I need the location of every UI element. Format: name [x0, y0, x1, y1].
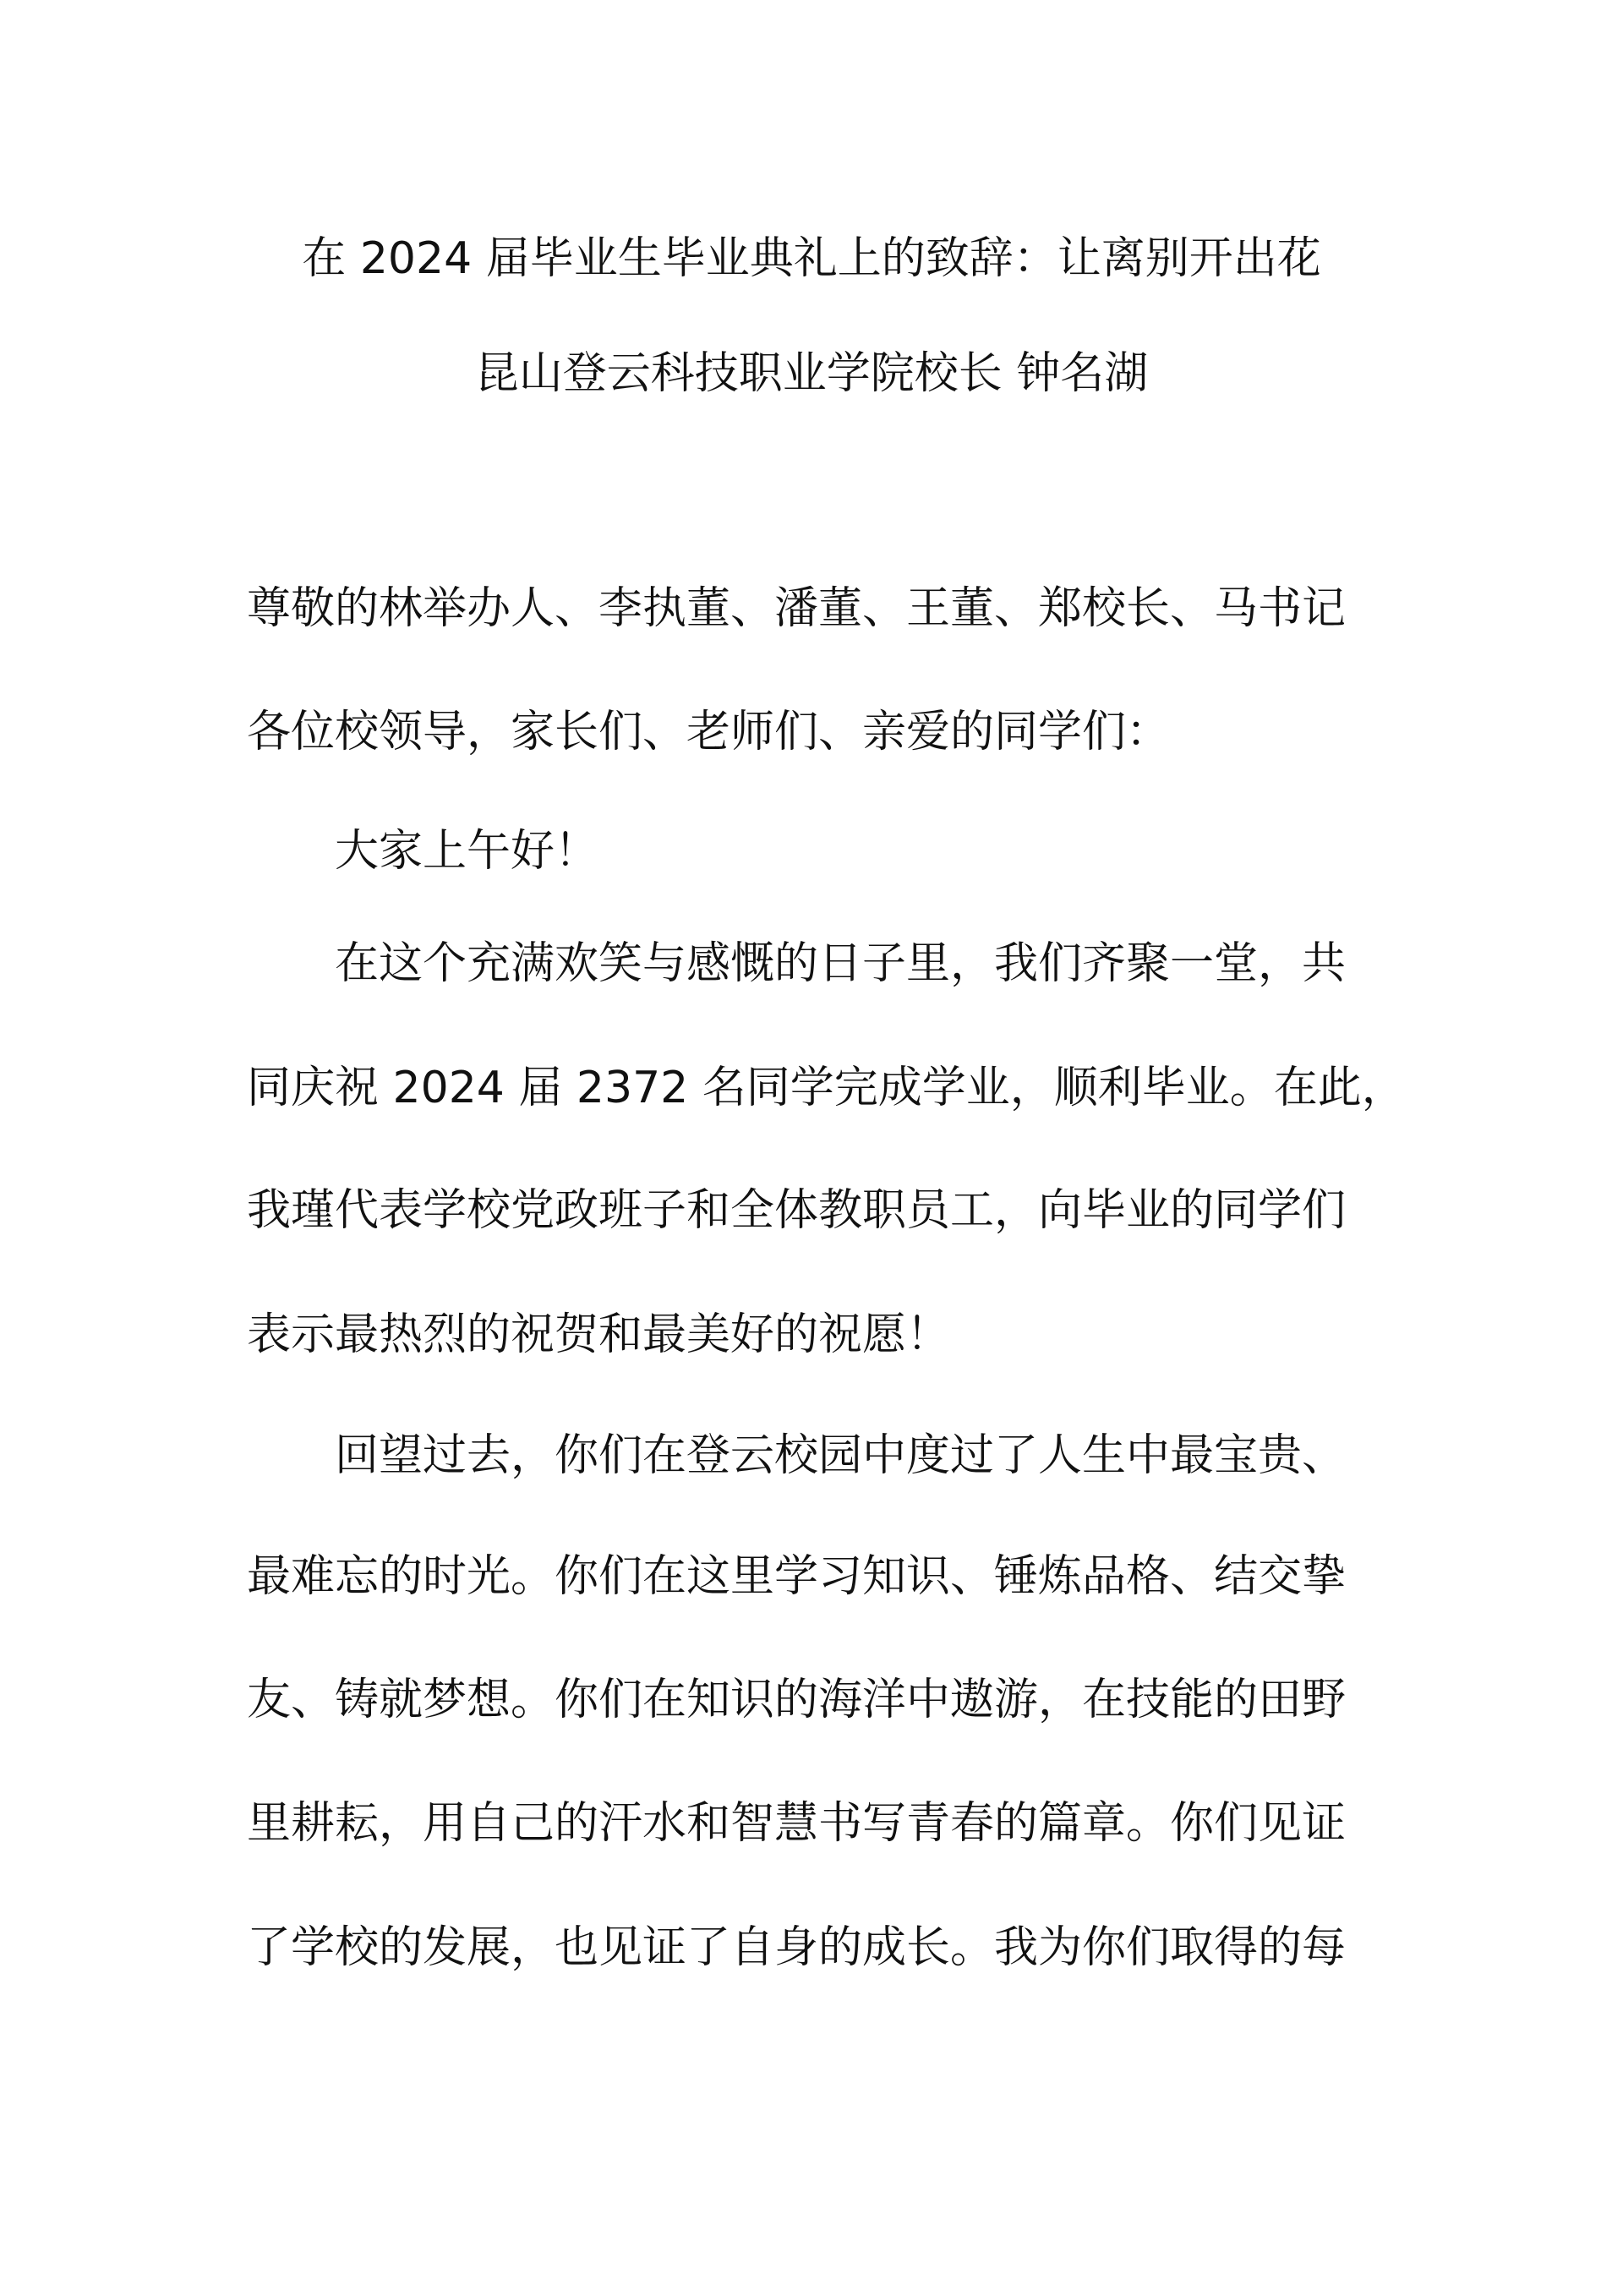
paragraph-line: 回望过去，你们在登云校园中度过了人生中最宝贵、 [335, 1430, 1347, 1481]
paragraph-line: 最难忘的时光。你们在这里学习知识、锤炼品格、结交挚 [247, 1551, 1347, 1602]
paragraph-line: 表示最热烈的祝贺和最美好的祝愿！ [247, 1309, 951, 1360]
salutation-line: 各位校领导，家长们、老师们、亲爱的同学们： [247, 707, 1171, 757]
paragraph-line: 友、铸就梦想。你们在知识的海洋中遨游，在技能的田野 [247, 1675, 1347, 1725]
paragraph-line: 了学校的发展，也见证了自身的成长。我为你们取得的每 [247, 1922, 1347, 1973]
paragraph-line: 同庆祝 2024 届 2372 名同学完成学业，顺利毕业。在此， [247, 1063, 1406, 1113]
paragraph-line: 我瑾代表学校党政班子和全体教职员工，向毕业的同学们 [247, 1185, 1347, 1236]
paragraph-line: 在这个充满欢笑与感慨的日子里，我们齐聚一堂，共 [335, 938, 1347, 989]
document-title: 在 2024 届毕业生毕业典礼上的致辞：让离别开出花 [302, 233, 1321, 284]
document-byline: 昆山登云科技职业学院校长 钟名湖 [474, 348, 1149, 399]
paragraph-line: 里耕耘，用自己的汗水和智慧书写青春的篇章。你们见证 [247, 1798, 1347, 1849]
greeting-line: 大家上午好！ [335, 826, 599, 877]
salutation-line: 尊敬的林举办人、李执董、潘董、王董、郑校长、马书记 [247, 583, 1347, 634]
